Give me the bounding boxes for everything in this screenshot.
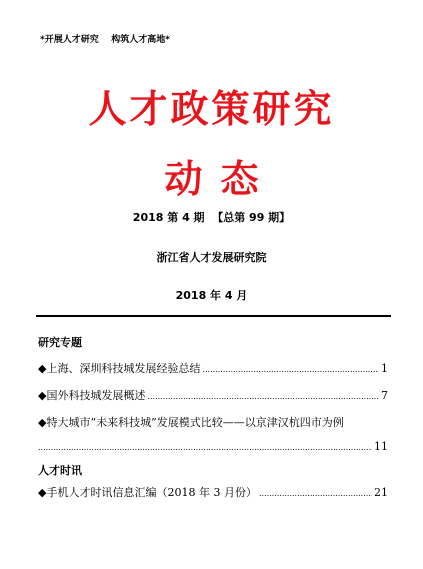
toc-entry-page: 21 — [374, 486, 388, 499]
toc-entry[interactable] — [38, 414, 388, 430]
publication-title: 人才政策研究 — [88, 86, 335, 131]
toc-entry-title: 特大城市“未来科技城”发展模式比较——以京津汉杭四市为例 — [46, 416, 344, 429]
toc-entry[interactable] — [38, 387, 388, 403]
divider-rule — [36, 315, 391, 317]
toc-entry-page: 1 — [381, 362, 388, 375]
organization-name: 浙江省人才发展研究院 — [156, 251, 267, 264]
header-slogan: *开展人才研究 构筑人才高地* — [40, 35, 170, 45]
bullet-icon: ◆ — [38, 362, 47, 375]
toc-entry-title: 国外科技城发展概述 — [46, 389, 146, 402]
bullet-icon: ◆ — [38, 416, 47, 429]
issue-number: 2018 第 4 期 【总第 99 期】 — [132, 211, 291, 224]
bullet-icon: ◆ — [38, 486, 47, 499]
publication-date: 2018 年 4 月 — [175, 289, 248, 302]
dot-leader — [38, 440, 372, 453]
toc-entry-page: 7 — [381, 389, 388, 402]
toc-entry[interactable] — [38, 360, 388, 376]
toc-entry-continuation[interactable] — [38, 440, 388, 453]
toc-section-heading: 研究专题 — [38, 336, 82, 349]
publication-subtitle: 动态 — [164, 156, 277, 201]
dot-leader — [202, 362, 379, 375]
dot-leader — [147, 389, 379, 402]
toc-entry-title: 手机人才时讯信息汇编（2018 年 3 月份） — [46, 486, 257, 499]
toc-entry-title: 上海、深圳科技城发展经验总结 — [46, 362, 201, 375]
toc-entry[interactable] — [38, 484, 388, 500]
dot-leader — [259, 486, 372, 499]
bullet-icon: ◆ — [38, 389, 47, 402]
toc-entry-page: 11 — [374, 440, 388, 453]
toc-section-heading: 人才时讯 — [38, 464, 82, 477]
